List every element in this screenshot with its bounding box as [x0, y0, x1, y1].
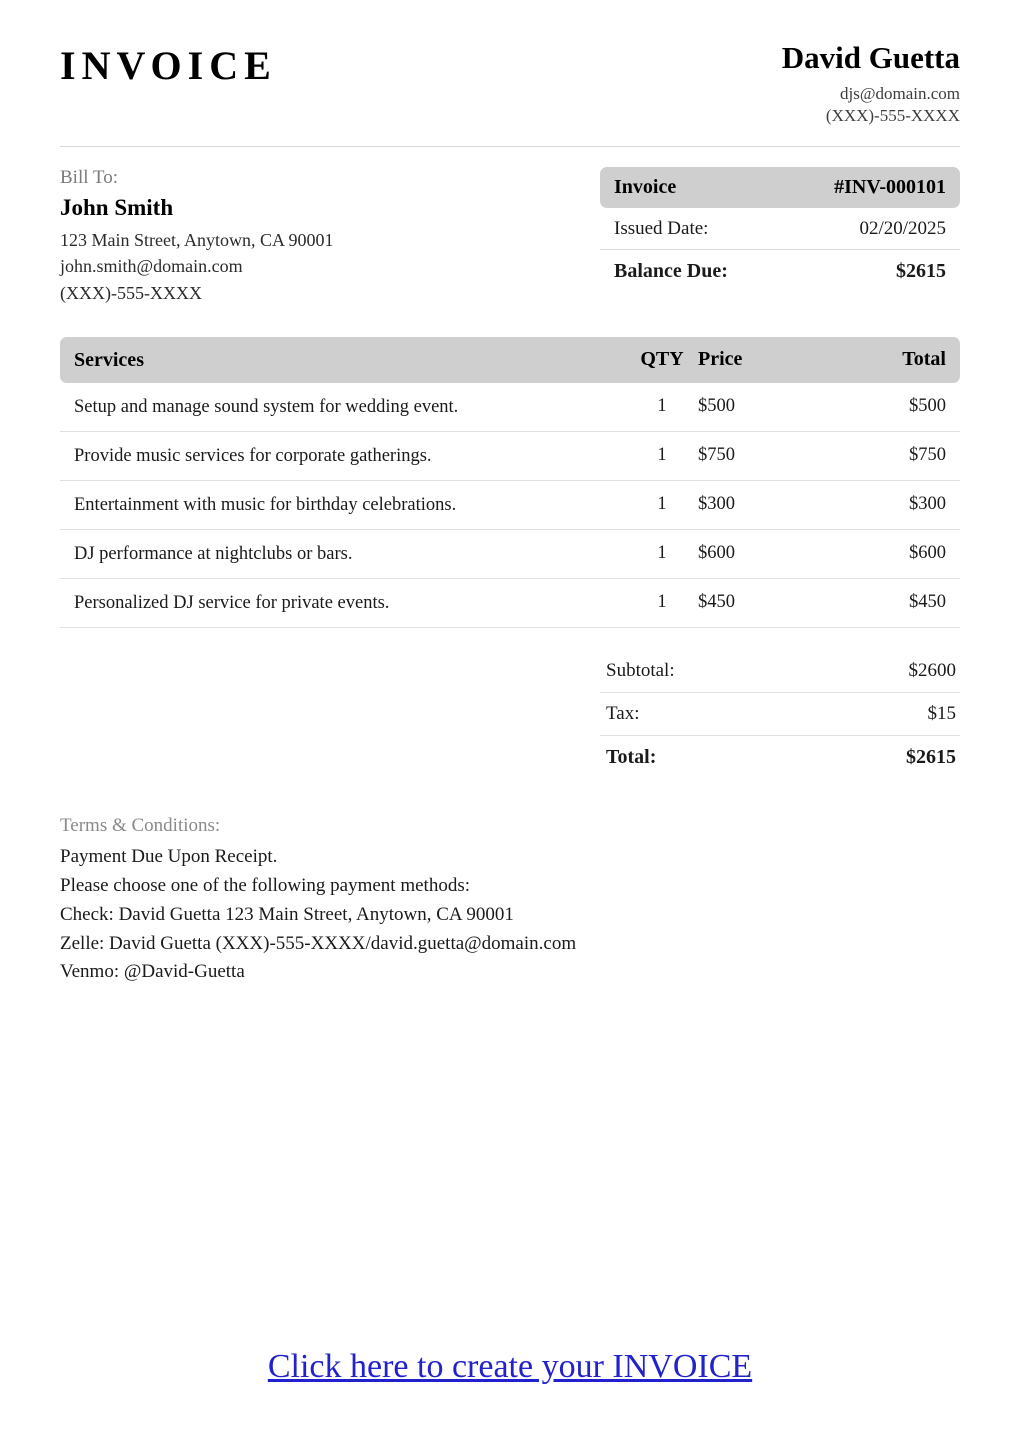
table-row [60, 383, 960, 432]
service-total: $300 [909, 494, 946, 515]
bill-to-email: john.smith@domain.com [60, 256, 243, 277]
service-description: Personalized DJ service for private events. [74, 592, 390, 613]
service-qty: 1 [657, 396, 667, 417]
issuer-block [782, 38, 960, 128]
tax-value: $15 [927, 702, 956, 724]
issuer-name: David Guetta [781, 40, 960, 75]
table-row [60, 432, 960, 481]
bill-to-name: John Smith [60, 194, 174, 220]
service-price: $750 [698, 445, 735, 466]
terms-line: Zelle: David Guetta (XXX)-555-XXXX/david.guetta@domain.com [60, 932, 577, 954]
grand-total-row [600, 736, 960, 779]
page-title: INVOICE [60, 43, 277, 88]
service-description: DJ performance at nightclubs or bars. [74, 543, 353, 564]
service-qty: 1 [657, 494, 667, 515]
table-row [60, 481, 960, 530]
subtotal-label: Subtotal: [606, 659, 675, 681]
grand-total-value: $2615 [906, 745, 956, 768]
service-qty: 1 [657, 543, 667, 564]
terms-block [60, 815, 960, 987]
balance-due-row [600, 249, 960, 292]
totals-block [600, 650, 960, 779]
issuer-phone: (XXX)-555-XXXX [825, 106, 960, 126]
billing-section [60, 167, 960, 307]
table-row [60, 579, 960, 628]
invoice-meta-header-label: Invoice [614, 175, 677, 198]
column-header-services: Services [74, 348, 144, 371]
service-qty: 1 [657, 445, 667, 466]
tax-label: Tax: [606, 702, 640, 724]
service-price: $450 [698, 592, 735, 613]
balance-due-label: Balance Due: [614, 259, 728, 282]
subtotal-row [600, 650, 960, 693]
terms-label: Terms & Conditions: [60, 814, 221, 836]
header-divider [60, 146, 960, 147]
invoice-header [60, 0, 960, 146]
service-description: Provide music services for corporate gatherings. [74, 445, 432, 466]
bill-to-address: 123 Main Street, Anytown, CA 90001 [60, 229, 334, 250]
service-total: $450 [909, 592, 946, 613]
service-total: $600 [909, 543, 946, 564]
bill-to-phone: (XXX)-555-XXXX [60, 283, 202, 304]
invoice-meta-header [600, 167, 960, 208]
services-table [60, 337, 960, 628]
issued-date-label: Issued Date: [614, 217, 709, 239]
service-price: $600 [698, 543, 735, 564]
column-header-price: Price [698, 348, 743, 371]
service-qty: 1 [657, 592, 667, 613]
cta-container [0, 1348, 1020, 1386]
issuer-email: djs@domain.com [839, 83, 960, 103]
service-price: $500 [698, 396, 735, 417]
terms-line: Venmo: @David-Guetta [60, 961, 245, 983]
service-total: $750 [909, 445, 946, 466]
create-invoice-link[interactable]: Click here to create your INVOICE [267, 1348, 753, 1385]
service-description: Entertainment with music for birthday celebrations. [74, 494, 457, 515]
service-description: Setup and manage sound system for wedding event. [74, 396, 459, 417]
issued-date-row [600, 208, 960, 249]
subtotal-value: $2600 [908, 659, 956, 681]
terms-line: Payment Due Upon Receipt. [60, 845, 278, 867]
invoice-number: #INV-000101 [834, 175, 946, 198]
bill-to-block [60, 167, 560, 307]
table-row [60, 530, 960, 579]
column-header-total: Total [902, 348, 946, 371]
column-header-qty: QTY [640, 348, 684, 371]
service-price: $300 [698, 494, 735, 515]
issued-date-value: 02/20/2025 [859, 217, 946, 239]
service-total: $500 [909, 396, 946, 417]
invoice-meta-block [600, 167, 960, 292]
terms-line: Check: David Guetta 123 Main Street, Anytown, CA 90001 [60, 903, 514, 925]
tax-row [600, 693, 960, 736]
grand-total-label: Total: [606, 745, 657, 768]
bill-to-label: Bill To: [60, 166, 118, 188]
balance-due-value: $2615 [896, 259, 946, 282]
terms-line: Please choose one of the following payment methods: [60, 874, 470, 896]
services-table-header [60, 337, 960, 383]
